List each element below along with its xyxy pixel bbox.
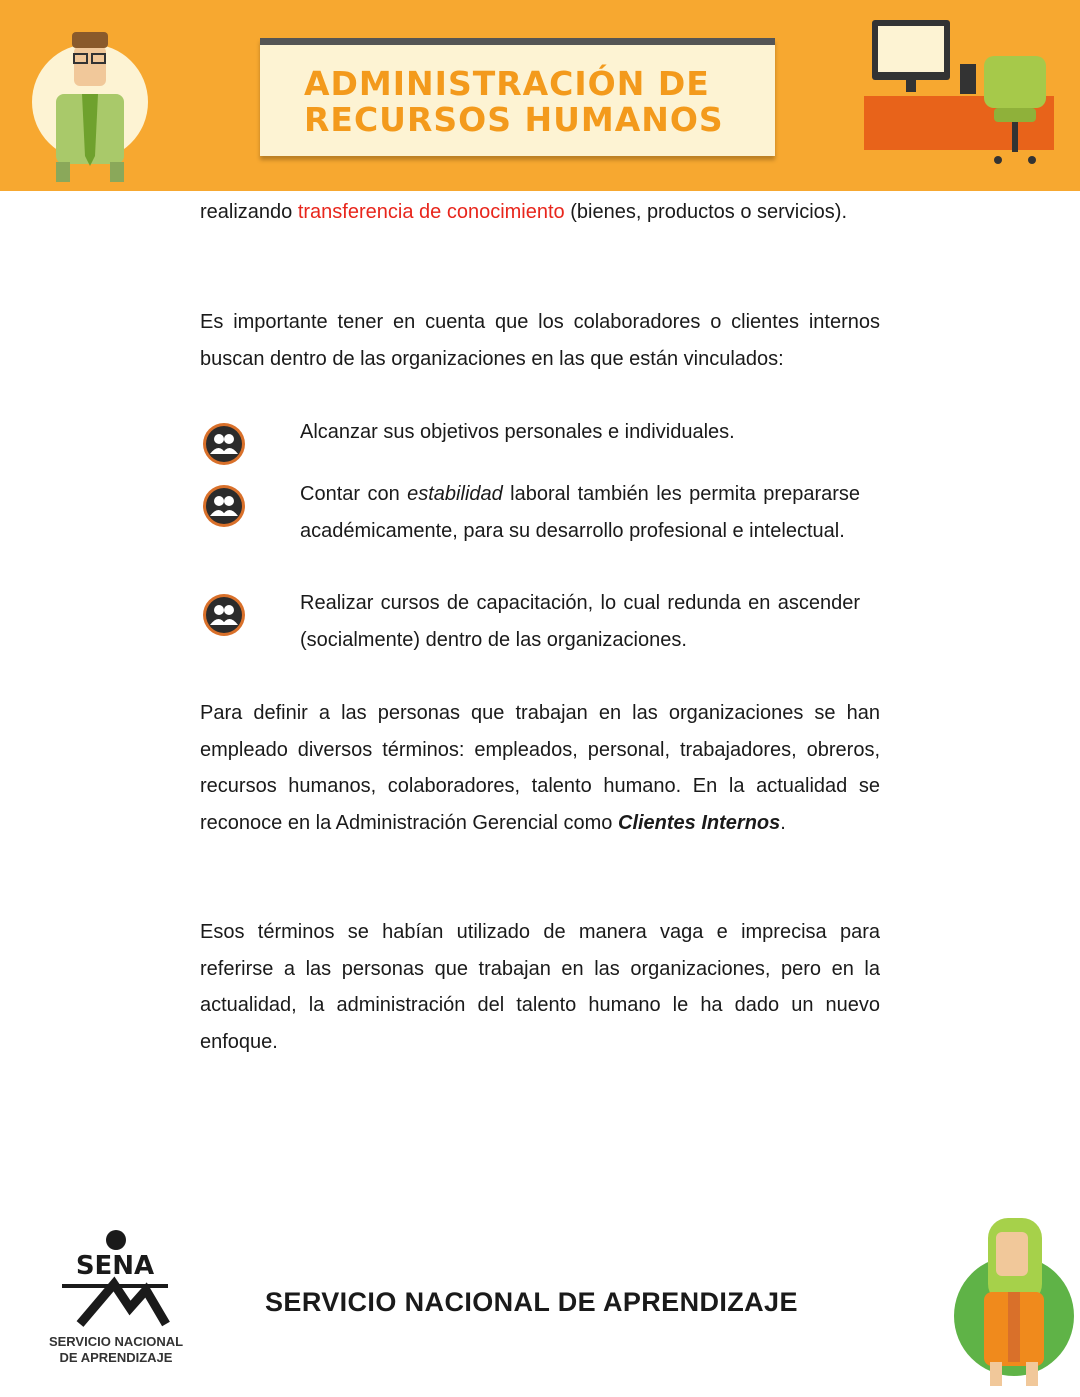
title-banner [260, 38, 775, 156]
knowledge-transfer-text: transferencia de conocimiento [297, 201, 565, 223]
sena-subtitle-line2: DE APRENDIZAJE [59, 1350, 173, 1365]
page-title-line1: ADMINISTRACIÓN DE [304, 64, 710, 103]
list-item-text-end: laboral también les permita prepararse académicamente, para su desarrollo profesional e intelectual. [300, 483, 861, 542]
paragraph-closing: Esos términos se habían utilizado de manera vaga e imprecisa para referirse a las personas que trabajan en las organizaciones, pero en la actualidad, la administración del talento humano le ha dado un nuevo enfoque. [200, 921, 880, 1053]
people-icon [202, 422, 246, 466]
stability-emphasis: estabilidad [407, 483, 503, 505]
paragraph-terms [200, 695, 880, 841]
sena-logo-subtitle [42, 1334, 190, 1366]
sena-logo [40, 1228, 190, 1328]
clientes-internos-emphasis: Clientes Internos [618, 811, 781, 834]
paragraph-continuation-end: (bienes, productos o servicios). [564, 201, 848, 223]
list-item-text-start: Contar con [300, 483, 408, 505]
paragraph-terms-start: Para definir a las personas que trabajan en las organizaciones se han empleado diversos términos: empleados, personal, trabajadores, obreros, recursos humanos, colaboradores, talento humano. En la actualidad se reconoce en la Administración Gerencial como [200, 702, 880, 834]
businesswoman-illustration [950, 1212, 1075, 1392]
list-item-text [300, 476, 860, 549]
banner-top-bar [260, 38, 775, 45]
paragraph-intro: Es importante tener en cuenta que los colaboradores o clientes internos buscan dentro de las organizaciones en las que están vinculados: [200, 311, 880, 370]
list-item-text: Realizar cursos de capacitación, lo cual redunda en ascender (socialmente) dentro de las organizaciones. [300, 592, 860, 651]
office-desk-illustration [858, 14, 1063, 174]
page-title [304, 66, 724, 138]
paragraph-continuation-start: realizando [200, 201, 298, 223]
paragraph-terms-end: . [780, 811, 786, 834]
page-title-line2: RECURSOS HUMANOS [304, 100, 724, 139]
footer-title: SERVICIO NACIONAL DE APRENDIZAJE [265, 1287, 798, 1317]
paragraph-continuation [200, 194, 880, 231]
page-header [0, 0, 1080, 191]
people-icon [202, 593, 246, 637]
sena-subtitle-line1: SERVICIO NACIONAL [48, 1334, 184, 1349]
people-icon [202, 484, 246, 528]
businessman-illustration [20, 6, 160, 186]
sena-logo-text: SENA [75, 1251, 155, 1281]
list-item-text: Alcanzar sus objetivos personales e individuales. [300, 421, 735, 443]
